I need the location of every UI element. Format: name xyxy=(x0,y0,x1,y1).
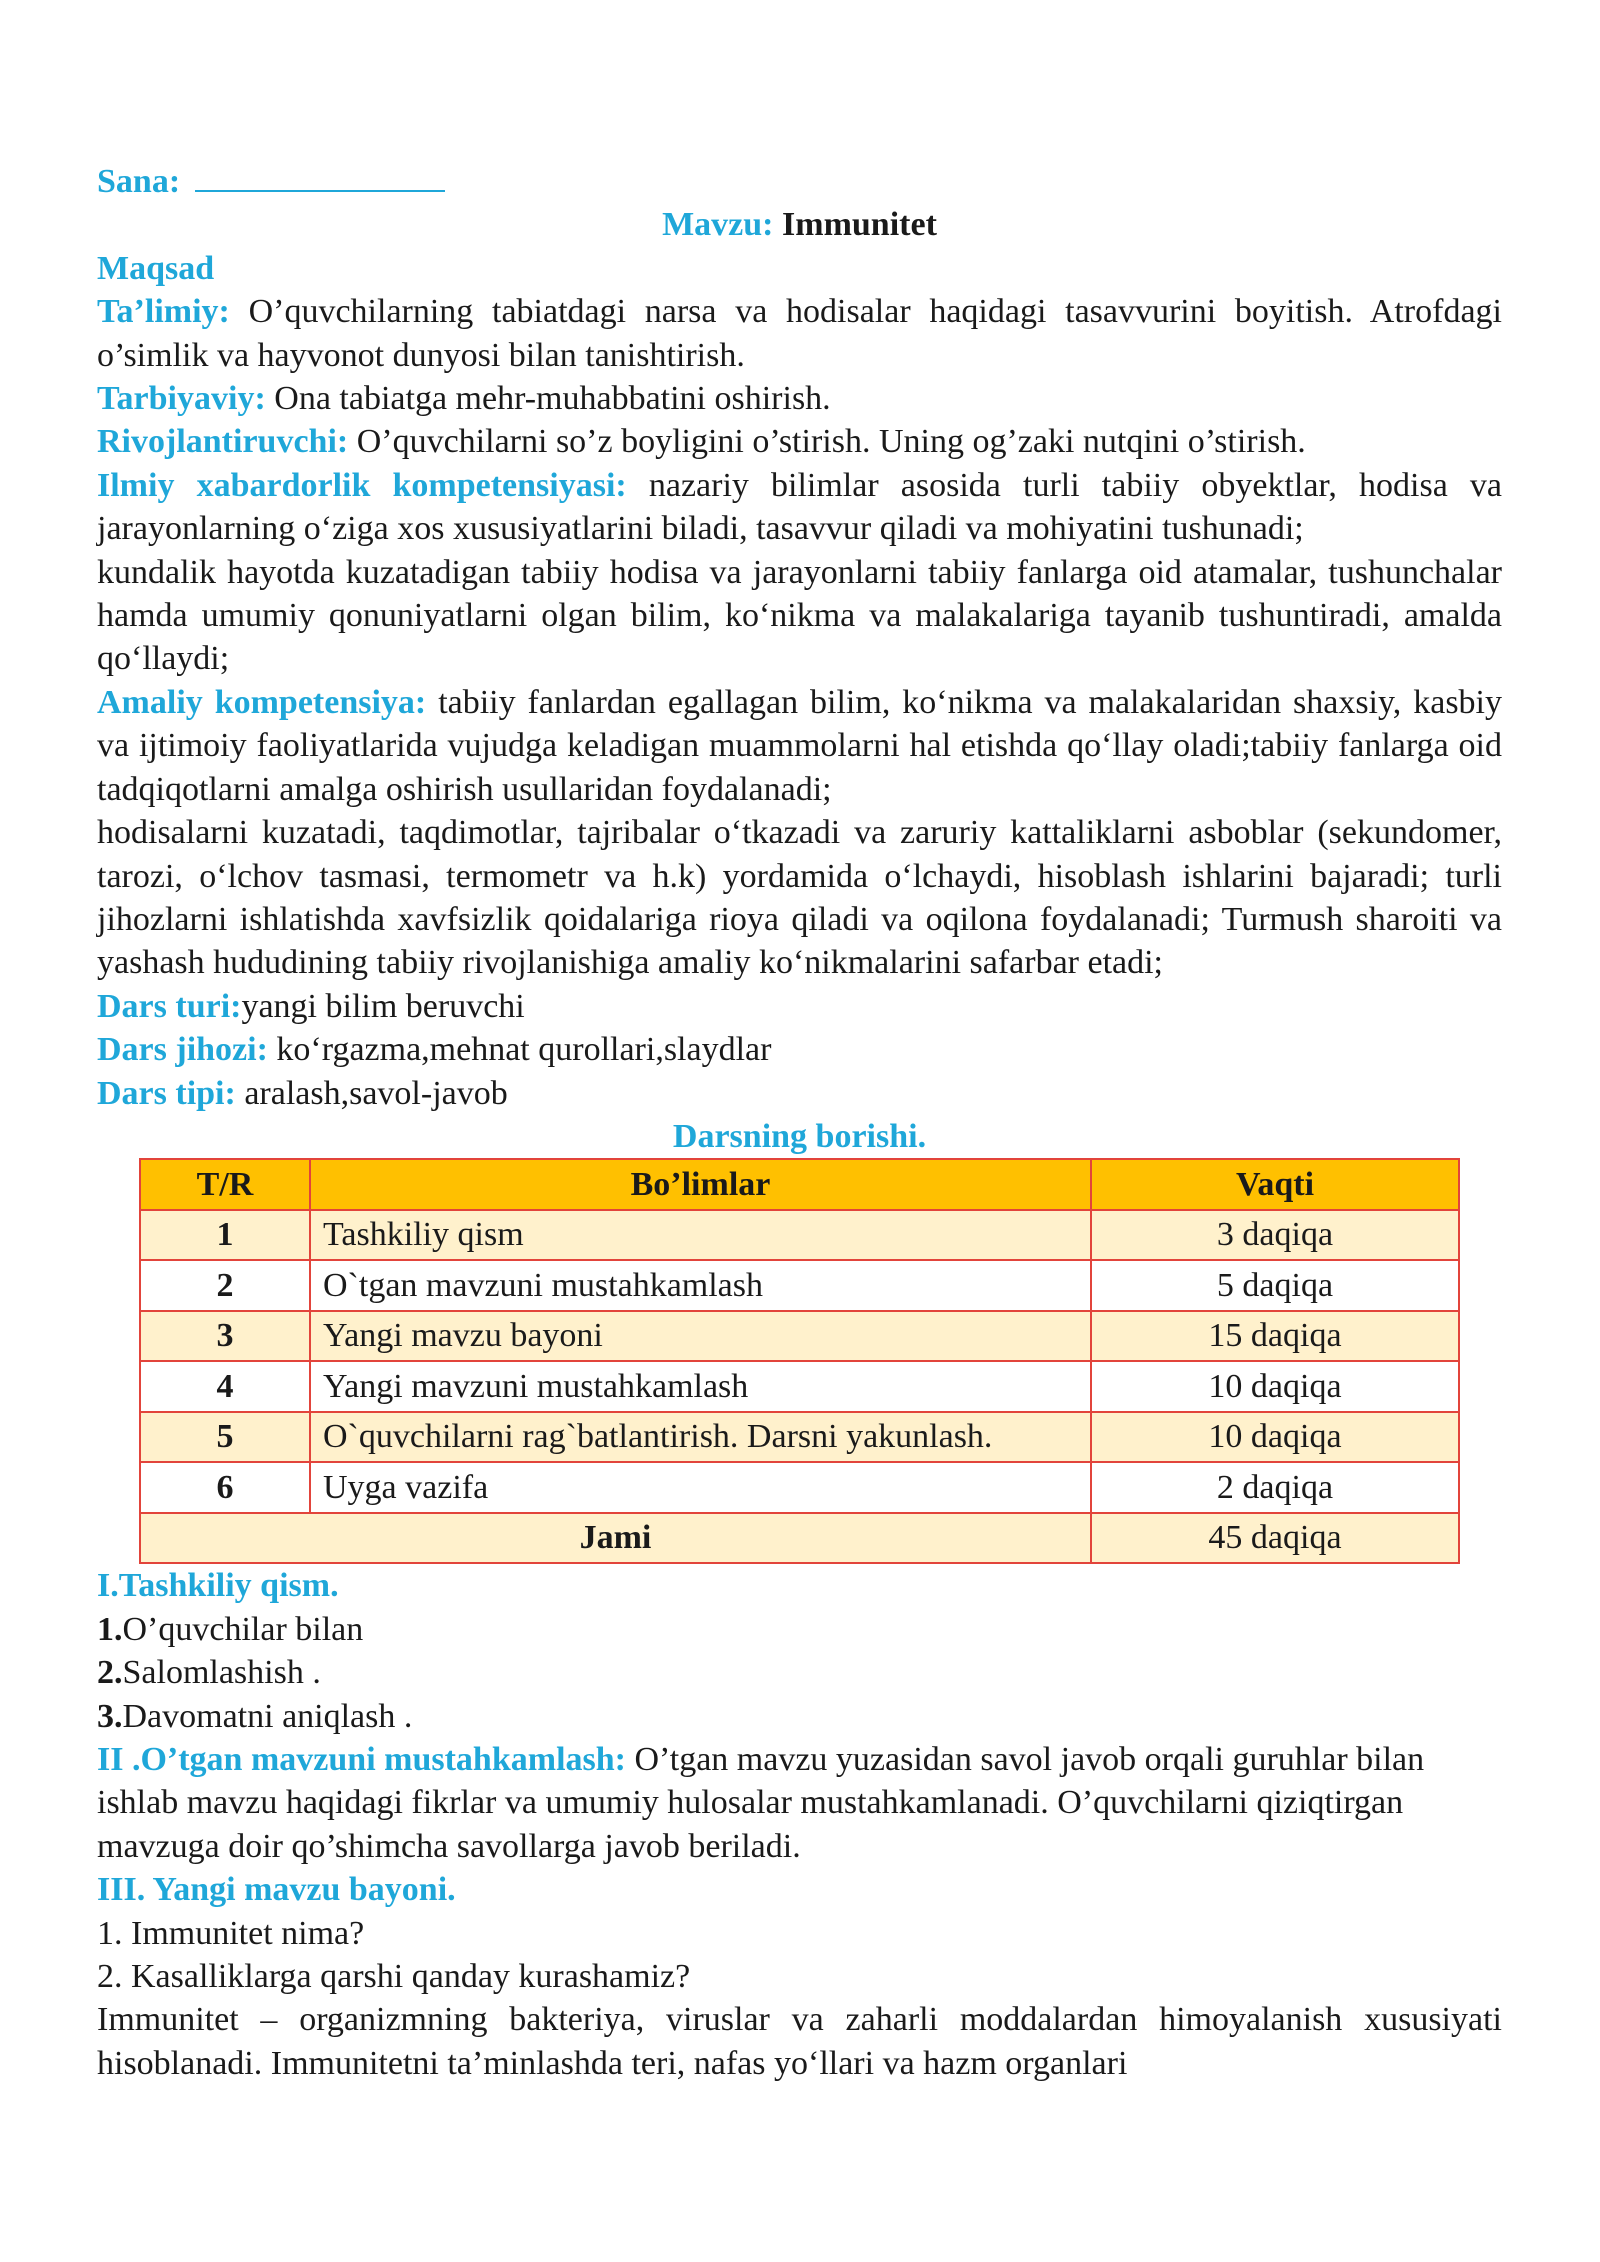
table-row xyxy=(140,1311,1459,1362)
table-row xyxy=(140,1361,1459,1412)
developmental-label: Rivojlantiruvchi: xyxy=(97,423,349,461)
row-time: 10 daqiqa xyxy=(1091,1361,1459,1412)
row-section: Uyga vazifa xyxy=(310,1462,1091,1513)
lesson-type-text: yangi bilim beruvchi xyxy=(241,987,525,1025)
row-time: 10 daqiqa xyxy=(1091,1412,1459,1463)
topic-label: Mavzu: xyxy=(662,206,774,244)
table-total-row xyxy=(140,1513,1459,1564)
header-tr: T/R xyxy=(140,1159,310,1210)
row-number: 5 xyxy=(140,1412,310,1463)
row-time: 5 daqiqa xyxy=(1091,1260,1459,1311)
date-line xyxy=(97,160,1502,203)
question-1: 1. Immunitet nima? xyxy=(97,1914,365,1952)
lesson-equipment-label: Dars jihozi: xyxy=(97,1031,268,1069)
science-text-1: nazariy bilimlar asosida turli tabiiy obyektlar, hodisa va jarayonlarning o‘ziga xos xususiyatlarini biladi, tasavvur qiladi va mohiyatini tushunadi; xyxy=(97,466,1502,548)
total-label: Jami xyxy=(140,1513,1091,1564)
part2-text: O’tgan mavzu yuzasidan savol javob orqali guruhlar bilan ishlab mavzu haqidagi fikrlar va umumiy hulosalar mustahkamlanadi. O’quvchilarni qiziqtirgan mavzuga doir qo’shimcha savollarga javob beriladi. xyxy=(97,1740,1425,1865)
developmental-text: O’quvchilarni so’z boyligini o’stirish. Uning og’zaki nutqini o’stirish. xyxy=(348,423,1306,461)
topic-title: Immunitet xyxy=(782,206,937,244)
row-number: 2 xyxy=(140,1260,310,1311)
row-number: 4 xyxy=(140,1361,310,1412)
upbringing-label: Tarbiyaviy: xyxy=(97,380,266,418)
item-number: 2. xyxy=(97,1654,123,1692)
list-item xyxy=(97,1651,1502,1694)
part2-paragraph xyxy=(97,1738,1502,1868)
list-item xyxy=(97,1695,1502,1738)
lesson-kind-text: aralash,savol-javob xyxy=(235,1074,508,1112)
item-text: Salomlashish . xyxy=(122,1654,321,1692)
practical-competency-cont: hodisalarni kuzatadi, taqdimotlar, tajribalar o‘tkazadi va zaruriy kattaliklarni asboblar (sekundomer, tarozi, o‘lchov tasmasi, termometr va h.k) yordamida o‘lchaydi, hisoblash ishlarini bajaradi; turli jihozlarni ishlatishda xavfsizlik qoidalariga rioya qiladi va oqilona foydalanadi; Turmush sharoiti va yashash hududining tabiiy rivojlanishiga amaliy ko‘nikmalarini safarbar etadi; xyxy=(97,814,1502,982)
lesson-plan-table xyxy=(139,1158,1460,1564)
row-section: O`tgan mavzuni mustahkamlash xyxy=(310,1260,1091,1311)
table-row xyxy=(140,1260,1459,1311)
row-number: 3 xyxy=(140,1311,310,1362)
list-item xyxy=(97,1608,1502,1651)
table-row xyxy=(140,1412,1459,1463)
header-sections: Bo’limlar xyxy=(310,1159,1091,1210)
row-time: 15 daqiqa xyxy=(1091,1311,1459,1362)
row-time: 2 daqiqa xyxy=(1091,1462,1459,1513)
date-label: Sana: xyxy=(97,163,181,200)
item-number: 1. xyxy=(97,1610,123,1648)
row-time: 3 daqiqa xyxy=(1091,1210,1459,1261)
row-number: 1 xyxy=(140,1210,310,1261)
row-section: Tashkiliy qism xyxy=(310,1210,1091,1261)
developmental-goal xyxy=(97,420,1502,463)
row-section: Yangi mavzu bayoni xyxy=(310,1311,1091,1362)
part1-heading: I.Tashkiliy qism. xyxy=(97,1567,339,1605)
plan-heading: Darsning borishi. xyxy=(672,1117,927,1155)
lesson-kind-label: Dars tipi: xyxy=(97,1074,236,1112)
topic-line xyxy=(97,203,1502,246)
table-header-row xyxy=(140,1159,1459,1210)
lesson-equipment xyxy=(97,1028,1502,1071)
table-row xyxy=(140,1210,1459,1261)
practical-text-1: tabiiy fanlardan egallagan bilim, ko‘nikma va malakalaridan shaxsiy, kasbiy va ijtimoiy faoliyatlarida vujudga keladigan muammolarni hal etishda qo‘llay oladi;tabiiy fanlarga oid tadqiqotlarni amalga oshirish usullaridan foydalanadi; xyxy=(97,683,1502,808)
upbringing-goal xyxy=(97,377,1502,420)
header-time: Vaqti xyxy=(1091,1159,1459,1210)
science-label: Ilmiy xabardorlik kompetensiyasi: xyxy=(97,466,627,504)
practical-competency xyxy=(97,681,1502,811)
date-blank xyxy=(195,160,445,192)
item-text: O’quvchilar bilan xyxy=(122,1610,364,1648)
table-row xyxy=(140,1462,1459,1513)
goals-heading: Maqsad xyxy=(97,249,215,287)
item-number: 3. xyxy=(97,1697,123,1735)
item-text: Davomatni aniqlash . xyxy=(122,1697,413,1735)
part3-heading: III. Yangi mavzu bayoni. xyxy=(97,1871,456,1909)
educational-goal xyxy=(97,290,1502,377)
lesson-equipment-text: ko‘rgazma,mehnat qurollari,slaydlar xyxy=(267,1031,772,1069)
upbringing-text: Ona tabiatga mehr-muhabbatini oshirish. xyxy=(265,380,831,418)
question-2: 2. Kasalliklarga qarshi qanday kurashamiz? xyxy=(97,1958,691,1995)
educational-label: Ta’limiy: xyxy=(97,293,230,331)
educational-text: O’quvchilarning tabiatdagi narsa va hodisalar haqidagi tasavvurini boyitish. Atrofdagi o’simlik va hayvonot dunyosi bilan tanishtirish. xyxy=(97,293,1502,374)
row-section: O`quvchilarni rag`batlantirish. Darsni yakunlash. xyxy=(310,1412,1091,1463)
science-competency-cont: kundalik hayotda kuzatadigan tabiiy hodisa va jarayonlarni tabiiy fanlarga oid atamalar, tushunchalar hamda umumiy qonuniyatlarni olgan bilim, ko‘nikma va malakalariga tayanib tushuntiradi, amalda qo‘llaydi; xyxy=(97,553,1502,678)
lesson-type-label: Dars turi: xyxy=(97,987,242,1025)
lesson-kind xyxy=(97,1072,1502,1115)
science-competency xyxy=(97,464,1502,551)
lesson-type xyxy=(97,985,1502,1028)
part2-label: II .O’tgan mavzuni mustahkamlash: xyxy=(97,1740,626,1778)
total-time: 45 daqiqa xyxy=(1091,1513,1459,1564)
row-section: Yangi mavzuni mustahkamlash xyxy=(310,1361,1091,1412)
row-number: 6 xyxy=(140,1462,310,1513)
practical-label: Amaliy kompetensiya: xyxy=(97,683,427,721)
immunity-definition: Immunitet – organizmning bakteriya, viruslar va zaharli moddalardan himoyalanish xususiyati hisoblanadi. Immunitetni ta’minlashda teri, nafas yo‘llari va hazm organlari xyxy=(97,2001,1502,2082)
